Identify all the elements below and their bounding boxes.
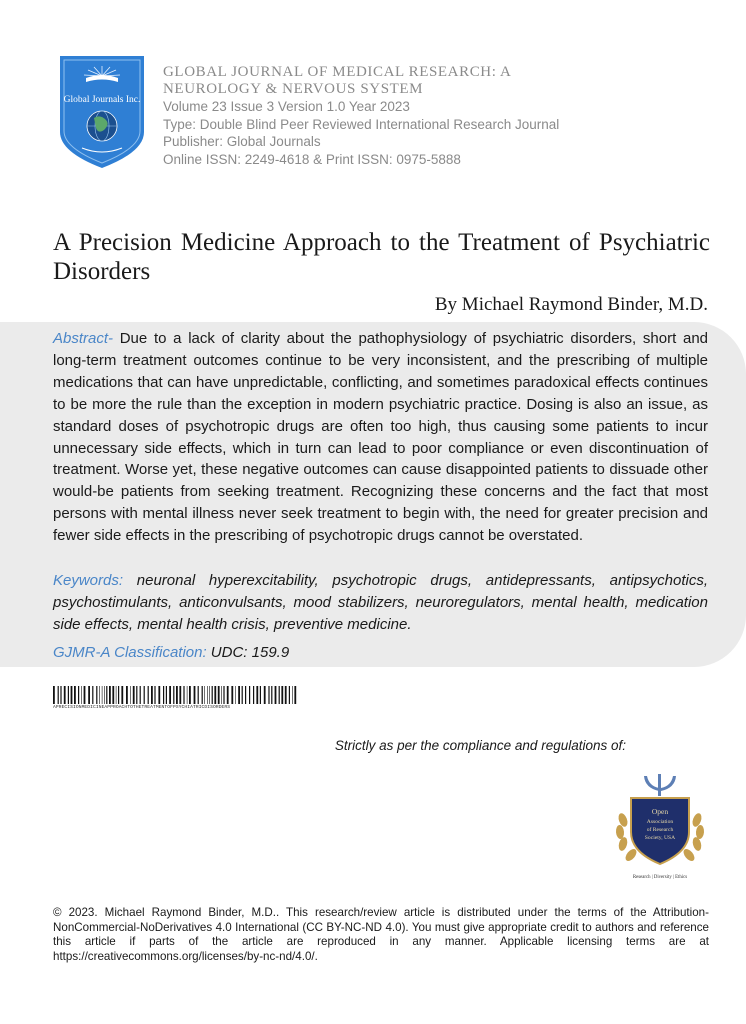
oars-line3: of Research [646,827,674,833]
open-association-logo [607,770,713,882]
issn: Online ISSN: 2249-4618 & Print ISSN: 0975-5888 [163,151,461,167]
global-journals-logo [54,52,150,170]
barcode-bar [81,686,82,704]
barcode-bar [292,686,293,704]
barcode-bar [179,686,181,704]
barcode-bar [176,686,178,704]
barcode-bar [158,686,160,704]
barcode-bar [104,686,105,704]
barcode-bar [88,686,90,704]
barcode-bar [106,686,107,704]
abstract [53,328,708,547]
barcode-bar [198,686,199,704]
classification-label: GJMR-A Classification: [53,644,207,661]
volume-info: Volume 23 Issue 3 Version 1.0 Year 2023 [163,99,410,114]
barcode [53,686,298,704]
barcode-bar [260,686,261,704]
barcode-bar [58,686,59,704]
barcode-bar [60,686,61,704]
journal-type: Type: Double Blind Peer Reviewed International Research Journal [163,116,560,132]
barcode-bar [268,686,269,704]
barcode-bar [207,686,208,704]
barcode-bar [214,686,216,704]
barcode-bar [154,686,155,704]
barcode-bar [264,686,266,704]
barcode-bar [209,686,210,704]
barcode-bar [238,686,240,704]
paper-title: A Precision Medicine Approach to the Treatment of Psychiatric Disorders [53,229,710,285]
barcode-bar [173,686,174,704]
barcode-bar [281,686,283,704]
barcode-bar [151,686,153,704]
journal-info [163,64,559,168]
barcode-bar [99,686,100,704]
barcode-bar [183,686,184,704]
keywords-text: neuronal hyperexcitability, psychotropic drugs, antidepressants, antipsychotics, psychostimulants, anticonvulsants, mood stabilizers, neuroregulators, mental health, medication side effects, mental health crisis, preventive medicine. [53,572,708,633]
barcode-bar [148,686,149,704]
abstract-text: Due to a lack of clarity about the pathophysiology of psychiatric disorders, short and long-term treatment outcomes continue to be very inconsistent, and the prescribing of multiple medications that can have unpredictable, conflicting, and sometimes paradoxical effects continues to be more the rule than the exception in modern psychiatric practice. Dosing is also an issue, as standard doses of psychotropic drugs are often too high, thus causing some patients to incur unnecessary side effects, which in turn can lead to poor compliance or even discontinuation of treatment. Worse yet, these negative outcomes can cause disappointed patients to dissuade other would-be patients from seeking treatment. Recognizing these concerns and the fact that most persons with mental illness never seek treatment to begin with, the need for greater precision and fewer side effects in the prescribing of psychotropic drugs cannot be overstated. [53,330,708,545]
barcode-bar [231,686,233,704]
barcode-bar [53,686,55,704]
barcode-bar [279,686,280,704]
barcode-bar [187,686,188,704]
barcode-bar [202,686,203,704]
barcode-bar [289,686,290,704]
oars-tagline: Research | Diversity | Ethics [632,875,688,880]
barcode-bar [204,686,205,704]
journal-title-line2: NEUROLOGY & NERVOUS SYSTEM [163,81,424,97]
barcode-bar [242,686,243,704]
license-notice: © 2023. Michael Raymond Binder, M.D.. This research/review article is distributed under the terms of the Attribution-NonCommercial-NoDerivatives 4.0 International (CC BY-NC-ND 4.0). You must give appropriate credit to authors and reference this article if parts of the article are reproduced in any manner. Applicable licensing terms are at https://creativecommons.org/licenses/by-nc-nd/4.0/. [53,906,709,963]
barcode-bar [68,686,69,704]
barcode-bar [169,686,171,704]
barcode-bar [126,686,128,704]
barcode-bar [223,686,224,704]
barcode-bar [221,686,222,704]
barcode-bar [253,686,254,704]
keywords [53,570,708,636]
logo-text: Global Journals Inc. [63,95,141,105]
barcode-bar [74,686,76,704]
barcode-bar [140,686,141,704]
barcode-bar [136,686,137,704]
barcode-bar [64,686,66,704]
barcode-bar [256,686,258,704]
classification [53,644,289,661]
keywords-label: Keywords: [53,572,124,589]
barcode-bar [92,686,93,704]
barcode-bar [227,686,229,704]
barcode-bar [249,686,250,704]
oars-line4: Society, USA [644,835,676,841]
barcode-bar [109,686,111,704]
barcode-bar [84,686,86,704]
barcode-bar [218,686,220,704]
journal-title-line1: GLOBAL JOURNAL OF MEDICAL RESEARCH: A [163,64,512,80]
barcode-bar [163,686,164,704]
classification-value: UDC: 159.9 [206,644,290,661]
barcode-bar [116,686,117,704]
barcode-bar [71,686,73,704]
publisher: Publisher: Global Journals [163,134,321,149]
abstract-label: Abstract- [53,330,114,347]
barcode-bar [133,686,135,704]
barcode-bar [275,686,277,704]
barcode-bar [118,686,119,704]
compliance-note: Strictly as per the compliance and regulations of: [334,738,626,753]
author-byline: By Michael Raymond Binder, M.D. [434,294,708,315]
barcode-bar [285,686,287,704]
oars-line1: Open [651,807,669,816]
barcode-bar [166,686,167,704]
barcode-bar [121,686,123,704]
barcode-bar [78,686,79,704]
barcode-bar [96,686,97,704]
barcode-bar [235,686,236,704]
oars-line2: Association [646,819,674,825]
barcode-bar [271,686,272,704]
barcode-bar [245,686,246,704]
barcode-bar [194,686,196,704]
barcode-bar [102,686,103,704]
barcode-bar [112,686,114,704]
barcode-bar [294,686,296,704]
barcode-bar [144,686,145,704]
barcode-bar [212,686,213,704]
barcode-bar [130,686,131,704]
barcode-bar [189,686,191,704]
barcode-text: APRECISIONMEDICINEAPPROACHTOTHETREATMENTOFPSYCHIATRICDISORDERS [53,705,231,710]
